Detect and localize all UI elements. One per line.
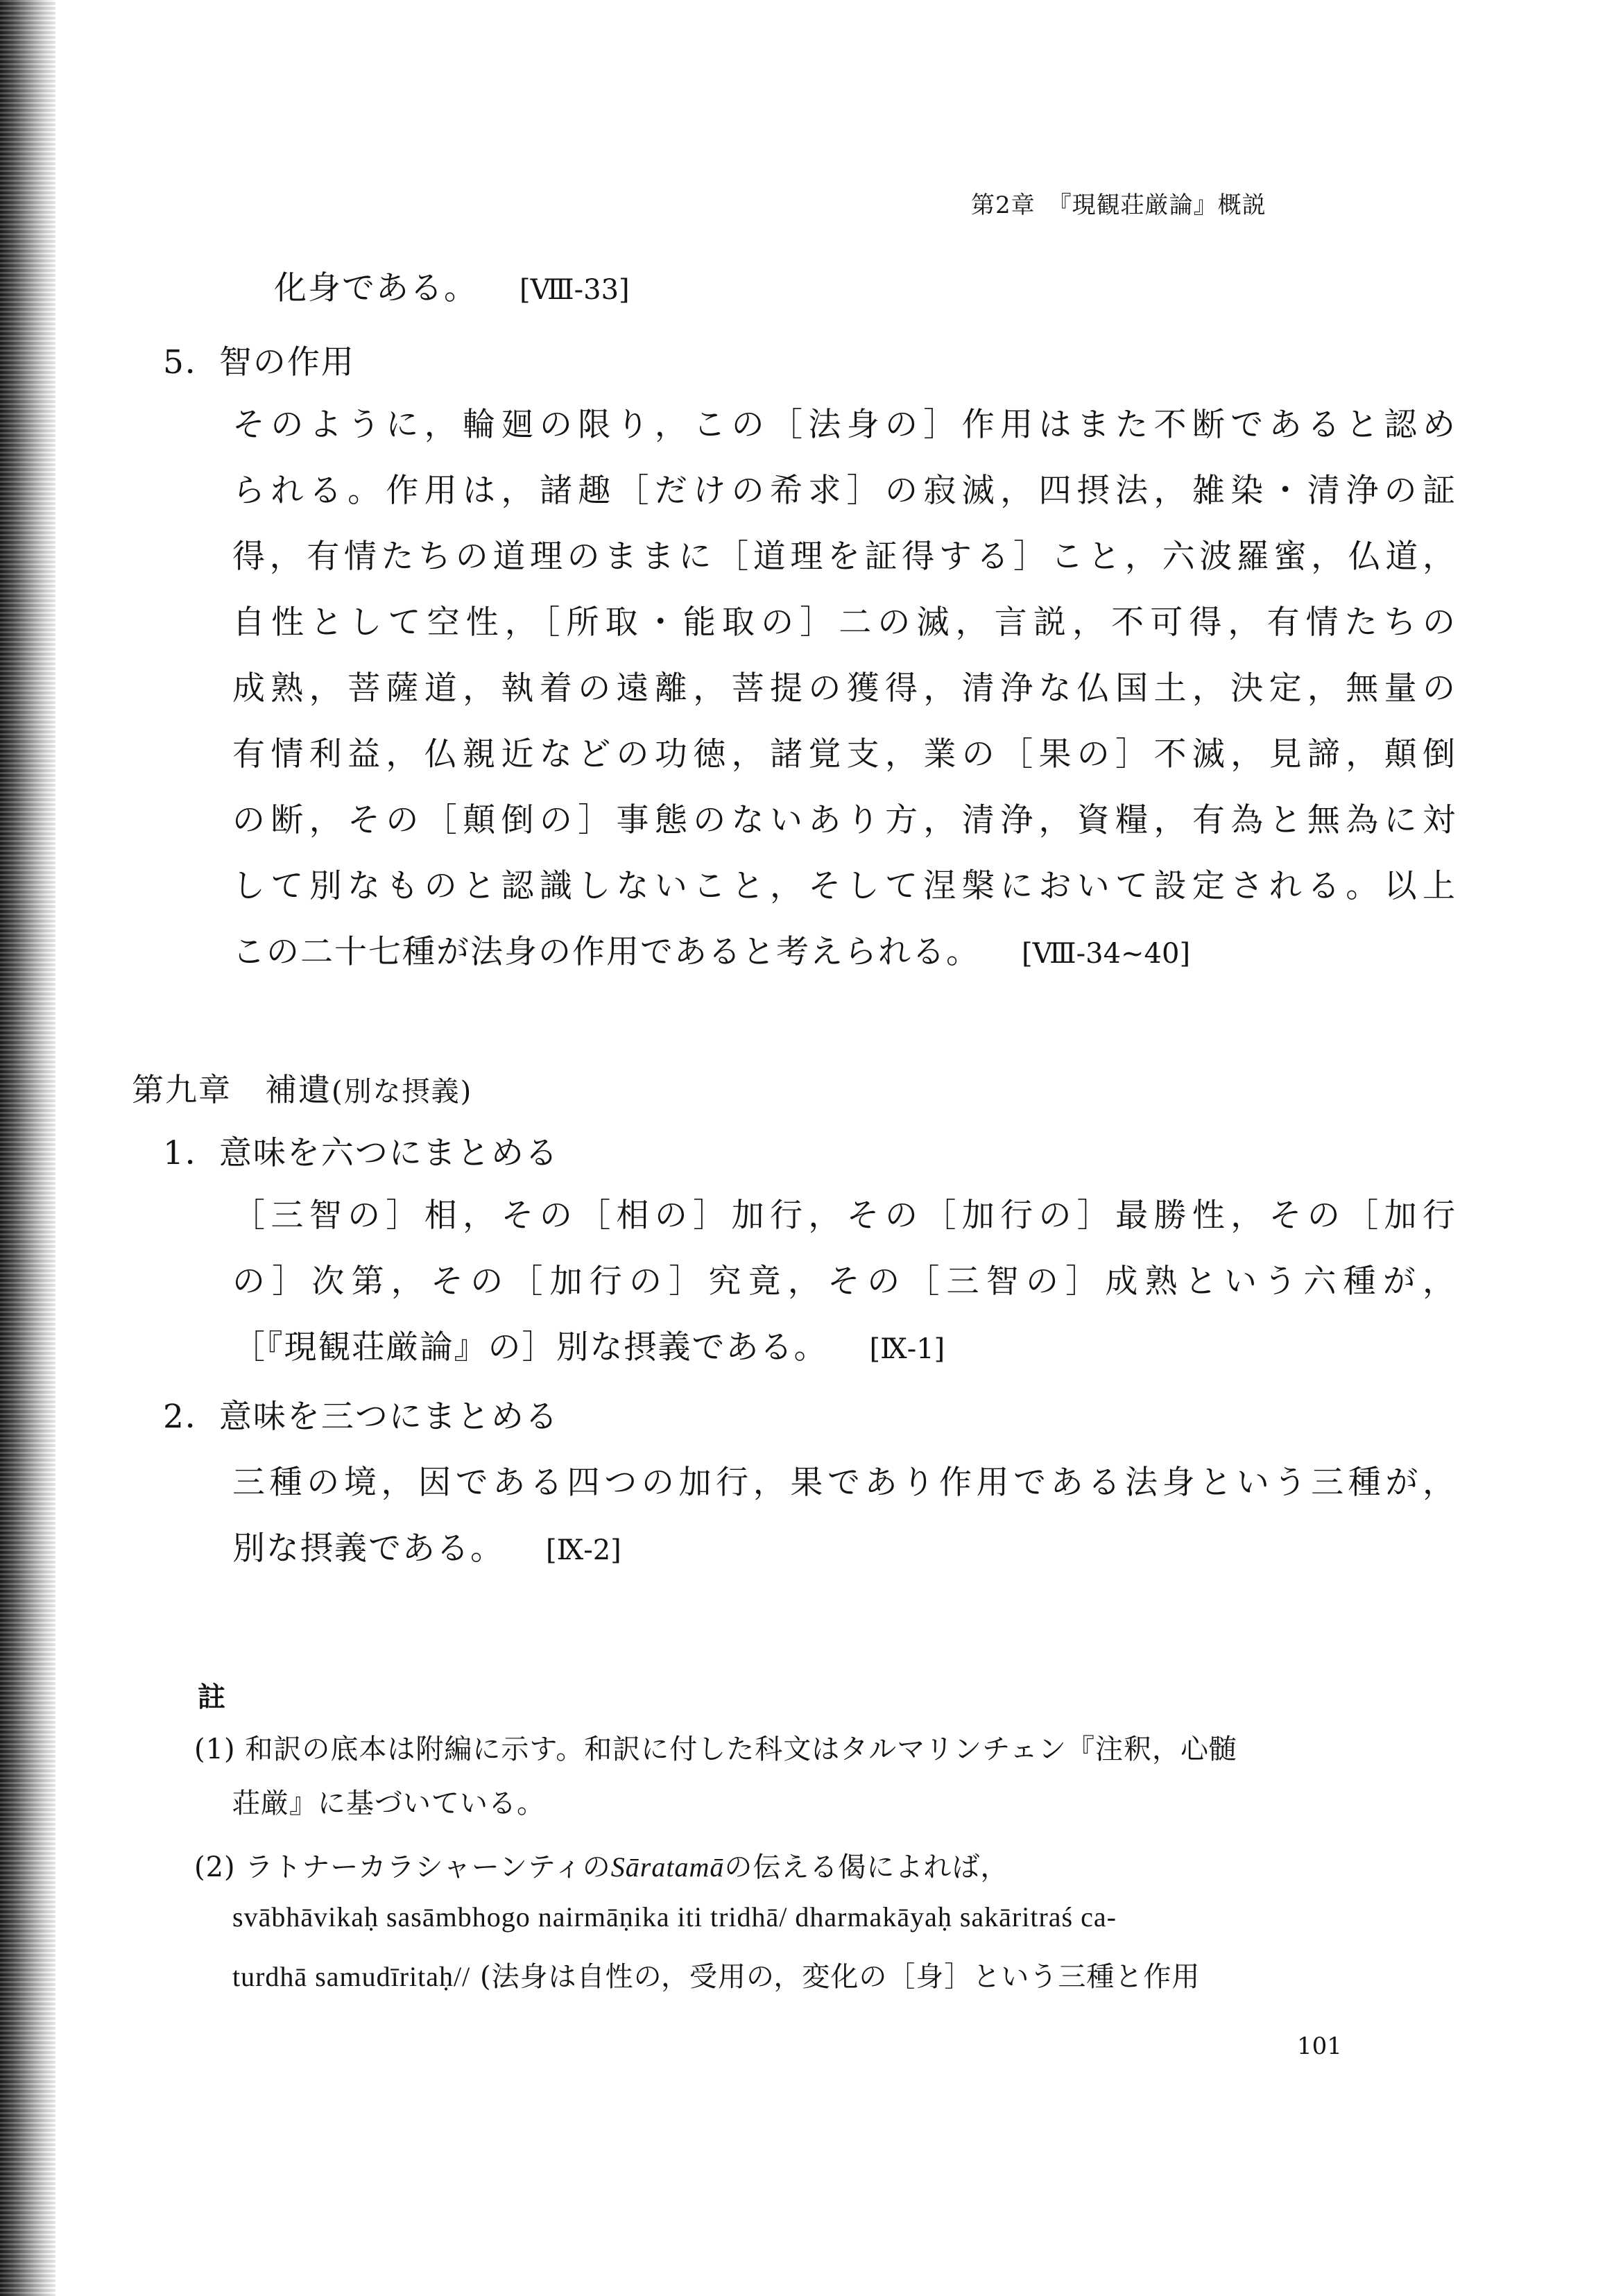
verse-ref: [Ⅷ-33]	[519, 274, 630, 306]
opening-line	[274, 262, 630, 309]
note-marker: (2)	[194, 1851, 236, 1883]
scan-shadow-edge	[0, 0, 55, 2296]
opening-text: 化身である。	[274, 269, 478, 307]
paragraph-last-line	[232, 1523, 621, 1569]
note-1-line	[194, 1727, 1237, 1767]
note-1-continuation: 荘厳』に基づいている。	[232, 1788, 545, 1819]
paragraph-line: 自性として空性，［所取・能取の］二の滅，言説，不可得，有情たちの	[232, 603, 1457, 642]
note-2-intro	[194, 1845, 1008, 1885]
note-text: の伝える偈によれば，	[724, 1851, 1009, 1883]
note-2-sanskrit-line: svābhāvikaḥ sasāmbhogo nairmāṇika iti tridhā/ dharmakāyaḥ sakāritraś ca-	[232, 1901, 1117, 1933]
chapter-heading	[132, 1065, 472, 1111]
note-2-mixed-line	[232, 1955, 1200, 1994]
paragraph-text: 別な摂義である。	[232, 1530, 504, 1568]
paragraph-line: そのように，輪廻の限り，この［法身の］作用はまた不断であると認め	[232, 406, 1457, 444]
note-text: 和訳の底本は附編に示す。和訳に付した科文はタルマリンチェン『注釈，心髄	[245, 1733, 1237, 1765]
paragraph-last-line	[232, 926, 1190, 973]
paragraph-line: 成熟，菩薩道，執着の遠離，菩提の獲得，清浄な仏国土，決定，無量の	[232, 669, 1457, 708]
paragraph-text: この二十七種が法身の作用であると考えられる。	[232, 933, 980, 971]
chapter-title: 第九章 補遺	[132, 1071, 332, 1108]
paragraph-line: の］次第，その［加行の］究竟，その［三智の］成熟という六種が，	[232, 1262, 1457, 1301]
item-heading: 1．意味を六つにまとめる	[163, 1134, 559, 1172]
running-header: 第2章 『現観荘厳論』概説	[971, 191, 1266, 219]
subsection-heading: 5．智の作用	[163, 343, 355, 382]
notes-heading: 註	[198, 1681, 225, 1713]
paragraph-line: ［三智の］相，その［相の］加行，その［加行の］最勝性，その［加行	[232, 1197, 1457, 1235]
paragraph-line: 得，有情たちの道理のままに［道理を証得する］こと，六波羅蜜，仏道，	[232, 538, 1457, 576]
paragraph-line: 有情利益，仏親近などの功徳，諸覚支，業の［果の］不滅，見諦，顛倒	[232, 735, 1457, 773]
note-text: (法身は自性の，受用の，変化の［身］という三種と作用	[479, 1961, 1201, 1993]
item-heading: 2．意味を三つにまとめる	[163, 1398, 559, 1436]
verse-ref: [Ⅸ-2]	[546, 1534, 621, 1566]
chapter-title-note: (別な摂義)	[332, 1076, 473, 1108]
paragraph-last-line	[232, 1321, 945, 1368]
paragraph-line: られる。作用は，諸趣［だけの希求］の寂滅，四摂法，雑染・清浄の証	[232, 472, 1457, 510]
paragraph-line: して別なものと認識しないこと，そして涅槃において設定される。以上	[232, 867, 1457, 905]
paragraph-line: の断，その［顛倒の］事態のないあり方，清浄，資糧，有為と無為に対	[232, 801, 1457, 839]
verse-ref: [Ⅷ-34~40]	[1022, 938, 1191, 970]
sanskrit-text: turdhā samudīritaḥ//	[232, 1961, 471, 1992]
verse-ref: [Ⅸ-1]	[869, 1333, 945, 1365]
paragraph-line: 三種の境，因である四つの加行，果であり作用である法身という三種が，	[232, 1464, 1457, 1502]
note-text: ラトナーカラシャーンティの	[245, 1851, 611, 1883]
note-marker: (1)	[194, 1733, 236, 1765]
text-title: Sāratamā	[610, 1851, 725, 1883]
paragraph-text: ［『現観荘厳論』の］別な摂義である。	[232, 1328, 828, 1367]
page-number: 101	[1297, 2032, 1342, 2060]
